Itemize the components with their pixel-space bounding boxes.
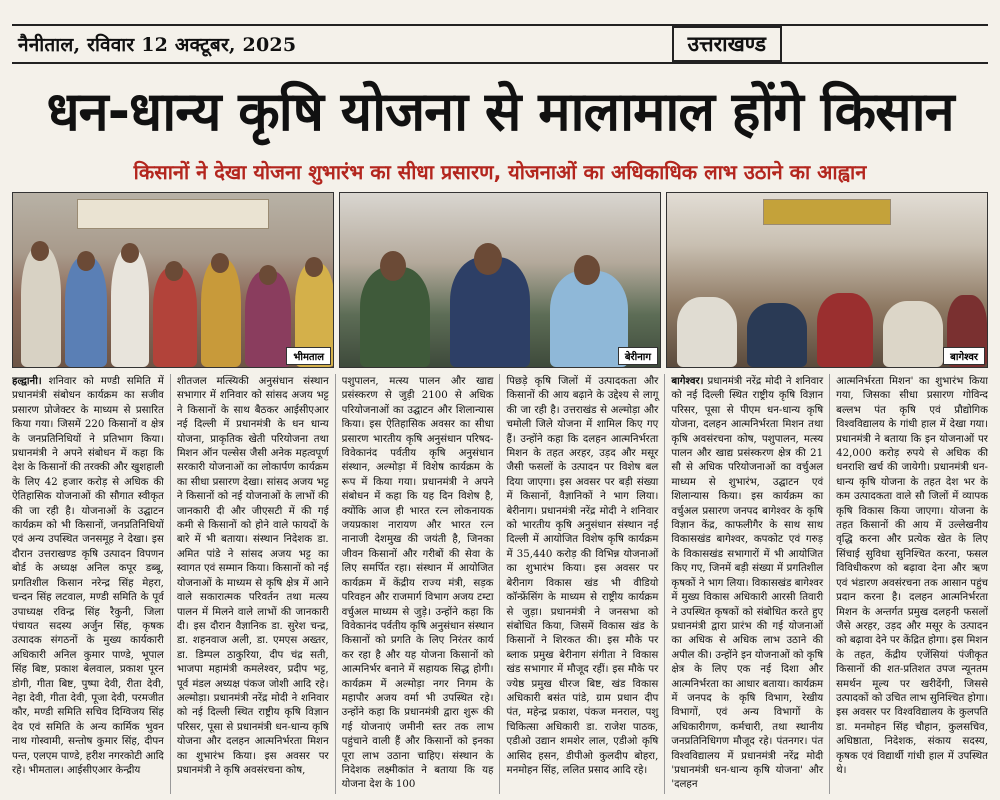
person-head — [31, 241, 49, 261]
photo-banner — [77, 199, 269, 229]
person-figure — [245, 271, 291, 367]
column-text: आत्मनिर्भरता मिशन' का शुभारंभ किया गया, जिसका सीधा प्रसारण गोविन्द बल्लभ पंत कृषि एवं प्रौद्योगिक विश्वविद्यालय के गांधी हाल में देखा गया। प्रधानमंत्री ने बताया कि इन योजनाओं पर 42,000 करोड़ रुपये से अधिक की धनराशि खर्च की जायेगी। प्रधानमंत्री धन-धान्य कृषि योजना के तहत देश भर के कम उत्पादकता वाले सौ जिलों में व्यापक कृषि विकास किया जाएगा। योजना के तहत किसानों की आय में उल्लेखनीय वृद्धि करना और प्रत्येक खेत के लिए सिंचाई सुविधा सुनिश्चित करना, फसल विविधीकरण को बढ़ावा देना और ऋण एवं भंडारण अवसंरचना तक आसान पहुंच प्रदान करना है। दलहन आत्मनिर्भरता मिशन के अन्तर्गत प्रमुख दलहनी फसलों जैसे अरहर, उड़द और मसूर के उत्पादन को बढ़ावा देने पर केंद्रित होगा। इस मिशन के तहत, केंद्रीय एजेंसियां पंजीकृत किसानों की शत-प्रतिशत उपज न्यूनतम समर्थन मूल्य पर खरीदेंगी, जिससे उत्पादकों को उचित लाभ सुनिश्चित होगा। इस अवसर पर विश्वविद्यालय के कुलपति डा. मनमोहन सिंह चौहान, कुलसचिव, अधिष्ठाता, निदेशक, संकाय सदस्य, कृषक एवं विद्यार्थी गांधी हाल में उपस्थित थे। — [836, 376, 988, 776]
page-header — [12, 24, 988, 64]
photo-strip — [12, 192, 988, 368]
person-figure — [817, 293, 873, 367]
column-text: प्रधानमंत्री नरेंद्र मोदी ने शनिवार को नई दिल्ली स्थित राष्ट्रीय कृषि विज्ञान परिसर, पूसा से पीएम धन-धान्य कृषि योजना, दलहन आत्मनिर्भरता मिशन तथा कृषि अवसंरचना कोष, पशुपालन, मत्स्य पालन और खाद्य प्रसंस्करण क्षेत्र की 21 सौ से अधिक परियोजनाओं का वर्चुअल माध्यम से शुभारंभ, उद्घाटन एवं शिलान्यास किया। इस कार्यक्रम का वर्चुअल प्रसारण जनपद बागेश्वर के कृषि विज्ञान केंद्र, काफलीगैर के साथ साथ विकासखंड बागेश्वर, कपकोट एवं गरुड़ के विकासखंड सभागारों में भी आयोजित किए गए, जिनमें बड़ी संख्या में प्रगतिशील कृषकों ने भाग लिया। विकासखंड बागेश्वर में मुख्य विकास अधिकारी आरसी तिवारी ने उपस्थित कृषकों को संबोधित करते हुए प्रधानमंत्री द्वारा प्रारंभ की गई योजनाओं का अधिक से अधिक लाभ उठाने की अपील की। उन्होंने इन योजनाओं को कृषि क्षेत्र के लिए एक नई दिशा और आत्मनिर्भरता का आधार बताया। कार्यक्रम में जनपद के कृषि विभाग, रेखीय विभागों, एवं अन्य विभागों के अधिकारीगण, कर्मचारी, तथा स्थानीय जनप्रतिनिधिगण मौजूद रहे। पंतनगर। पंत विश्वविद्यालय में प्रधानमंत्री नरेंद्र मोदी 'प्रधानमंत्री धन-धान्य कृषि योजना' और 'दलहन — [671, 376, 824, 791]
photo-bhimtal — [12, 192, 334, 368]
person-figure — [65, 257, 107, 367]
article-body — [12, 374, 988, 794]
person-head — [305, 257, 323, 277]
person-figure — [883, 301, 943, 367]
section-label: उत्तराखण्ड — [672, 26, 782, 62]
person-head — [211, 253, 229, 273]
article-column-5 — [671, 374, 830, 794]
dateline: नैनीताल, रविवार 12 अक्टूबर, 2025 — [18, 34, 297, 56]
subheadline: किसानों ने देखा योजना शुभारंभ का सीधा प्रसारण, योजनाओं का अधिकाधिक लाभ उठाने का आह्वान — [133, 160, 867, 184]
person-figure — [21, 247, 61, 367]
dateline-place: हल्द्वानी। — [12, 375, 42, 387]
person-head — [380, 251, 406, 281]
person-head — [474, 243, 502, 275]
article-column-3 — [342, 374, 501, 794]
photo-caption: बेरीनाग — [618, 347, 658, 365]
person-figure — [111, 249, 149, 367]
photo-caption: भीमताल — [286, 347, 331, 365]
person-head — [121, 243, 139, 263]
article-column-2 — [177, 374, 336, 794]
article-column-6 — [836, 374, 988, 794]
column-text: पिछड़े कृषि जिलों में उत्पादकता और किसानों की आय बढ़ाने के उद्देश्य से लागू की जा रही है। उत्तराखंड से अल्मोड़ा और चमोली जिले योजना में शामिल किए गए हैं। उन्होंने कहा कि दलहन आत्मनिर्भरता मिशन के तहत अरहर, उड़द और मसूर जैसी फसलों के उत्पादन पर विशेष बल दिया जाएगा। इस अवसर पर बड़ी संख्या में किसानों, वैज्ञानिकों ने भाग लिया। बेरीनाग। प्रधानमंत्री नरेंद्र मोदी ने शनिवार को भारतीय कृषि अनुसंधान संस्थान नई दिल्ली में आयोजित विशेष कृषि कार्यक्रम में 35,440 करोड़ की विभिन्न योजनाओं का शुभारंभ किया। इस अवसर पर बेरीनाग विकास खंड भी वीडियो कॉन्फ्रेंसिंग के माध्यम से राष्ट्रीय कार्यक्रम से जुड़ा। प्रधानमंत्री ने जनसभा को संबोधित किया, जिसमें विकास खंड के किसानों ने शिरकत की। इस मौके पर ब्लाक प्रमुख बेरीनाग संगीता ने विकास खंड सभागार में मौजूद रहीं। इस मौके पर ज्येष्ठ प्रमुख धीरज बिष्ट, खंड विकास अधिकारी बसंत पांडे, ग्राम प्रधान दीप पंत, महेन्द्र प्रकाश, पंकज मनराल, पशु चिकित्सा अधिकारी डा. राजेश पाठक, एडीओ उद्यान शमशेर लाल, एडीओ कृषि आसिद हसन, डीपीओ कुलदीप बोहरा, मनमोहन सिंह, ललित प्रसाद आदि रहे। — [506, 376, 659, 776]
person-figure — [153, 267, 197, 367]
column-text: पशुपालन, मत्स्य पालन और खाद्य प्रसंस्करण से जुड़ी 2100 से अधिक परियोजनाओं का उद्घाटन और शिलान्यास किया। इस ऐतिहासिक अवसर का सीधा प्रसारण भारतीय कृषि अनुसंधान परिषद-विवेकानंद पर्वतीय कृषि अनुसंधान संस्थान, अल्मोड़ा में विशेष कार्यक्रम के रूप में किया गया। प्रधानमंत्री ने अपने संबोधन में कहा कि यह दिन विशेष है, क्योंकि आज ही भारत रत्न लोकनायक जयप्रकाश नारायण और भारत रत्न नानाजी देशमुख की जयंती है, जिनका जीवन किसानों और गरीबों की सेवा के लिए समर्पित रहा। संस्थान में आयोजित कार्यक्रम में केंद्रीय राज्य मंत्री, सड़क परिवहन और राजमार्ग विभाग अजय टम्टा वर्चुअल माध्यम से जुड़े। उन्होंने कहा कि विवेकानंद पर्वतीय कृषि अनुसंधान संस्थान किसानों को प्रगति के लिए निरंतर कार्य कर रहा है और यह योजना किसानों को आत्मनिर्भर बनाने में सहायक सिद्ध होगी। कार्यक्रम में अल्मोड़ा नगर निगम के महापौर अजय वर्मा भी उपस्थित रहे। उन्होंने कहा कि प्रधानमंत्री द्वारा शुरू की गई योजनाएं जमीनी स्तर तक लाभ पहुंचाने वाली हैं और किसानों को इनका पूरा लाभ उठाना चाहिए। संस्थान के निदेशक लक्ष्मीकांत ने बताया कि यह योजना देश के 100 — [341, 376, 494, 791]
article-column-4 — [506, 374, 665, 794]
column-text: शनिवार को मण्डी समिति में प्रधानमंत्री संबोधन कार्यक्रम का सजीव प्रसारण प्रोजेक्टर के माध्यम से प्रसारित किया गया। जिसमें 220 किसानों व क्षेत्र के जनप्रतिनिधियों ने प्रतिभाग किया। प्रधानमंत्री ने अपने संबोधन में कहा कि देश के किसानों की तरक्की और खुशहाली के लिए 42 हजार करोड़ से अधिक की ऐतिहासिक योजनाओं की सौगात स्वीकृत की जा रही है। योजनाओं के उद्घाटन कार्यक्रम को भी किसानों, जनप्रतिनिधियों एवं अन्य उपस्थित जनसमूह ने देखा। इस दौरान उत्तराखण्ड कृषि उत्पादन विपणन बोर्ड के अध्यक्ष अनिल कपूर डब्बू, प्रगतिशील किसान नरेन्द्र सिंह मेहरा, चन्दन सिंह लटवाल, मण्डी समिति के पूर्व उपाध्यक्ष रविन्द्र सिंह रैकुनी, जिला पंचायत सदस्य अर्जुन सिंह, कृषक उत्पादक संगठनों के मुख्य कार्यकारी अधिकारी अनिल कुमार पाण्डे, भूपाल सिंह बिष्ट, प्रकाश बेलवाल, प्रकाश पूरन डोगी, गीता बिष्ट, पुष्पा देवी, रीता देवी, नेहा देवी, गीता देवी, पूजा देवी, परमजीत कौर, मण्डी समिति सचिव दिग्विजय सिंह देव एवं समिति के अन्य कार्मिक भुवन नाथ गोस्वामी, सन्तोष कुमार सिंह, दीपन पन्त, एलएम पाण्डे, हरीश नगरकोटी आदि रहे। भीमताल। आईसीएआर केन्द्रीय — [12, 376, 164, 776]
photo-bageshwar — [666, 192, 988, 368]
person-figure — [360, 267, 430, 367]
person-figure — [201, 259, 241, 367]
photo-berinag — [339, 192, 661, 368]
dateline-place: बागेश्वर। — [671, 375, 704, 387]
photo-banner — [763, 199, 891, 225]
column-text: शीतजल मत्स्यिकी अनुसंधान संस्थान सभागार में शनिवार को सांसद अजय भट्ट ने किसानों के साथ बैठकर आईसीएआर नई दिल्ली में प्रधानमंत्री के धन धान्य योजना, प्राकृतिक खेती परियोजना तथा मिशन ऑन पल्सेस जैसी अनेक महत्वपूर्ण सरकारी योजनाओं का लोकार्पण कार्यक्रम का सीधा प्रसारण देखा। सांसद अजय भट्ट ने किसानों को नई योजनाओं के लाभों की जानकारी दी और जीएसटी में की गई कमी से किसानों को होने वाले फायदों के बारे में भी बताया। संस्थान निदेशक डा. अमित पांडे ने सांसद अजय भट्ट का स्वागत एवं सम्मान किया। किसानों को नई योजनाओं के माध्यम से कृषि क्षेत्र में आने वाले सकारात्मक परिवर्तन तथा मत्स्य पालन में मिलने वाले लाभों की जानकारी दी। इस दौरान वैज्ञानिक डा. सुरेश चन्द्र, डा. शहनवाज अली, डा. एमएस अख्तर, डा. डिम्पल ठाकुरिया, दीप चंद्र सती, भाजपा महामंत्री कमलेश्वर, प्रदीप भट्ट, पूर्व मंडल अध्यक्ष पंकज जोशी आदि रहे। अल्मोड़ा। प्रधानमंत्री नरेंद्र मोदी ने शनिवार को नई दिल्ली स्थित राष्ट्रीय कृषि विज्ञान परिसर, पूसा से प्रधानमंत्री धन-धान्य कृषि योजना और दलहन आत्मनिर्भरता मिशन का शुभारंभ किया। इस अवसर पर प्रधानमंत्री ने कृषि अवसंरचना कोष, — [176, 376, 329, 776]
person-head — [259, 265, 277, 285]
person-head — [574, 255, 600, 285]
photo-caption: बागेश्वर — [943, 347, 985, 365]
person-figure — [550, 271, 628, 367]
person-head — [77, 251, 95, 271]
person-figure — [747, 303, 807, 367]
article-column-1 — [12, 374, 171, 794]
headline: धन-धान्य कृषि योजना से मालामाल होंगे किसान — [46, 80, 954, 143]
person-figure — [677, 297, 737, 367]
person-head — [165, 261, 183, 281]
